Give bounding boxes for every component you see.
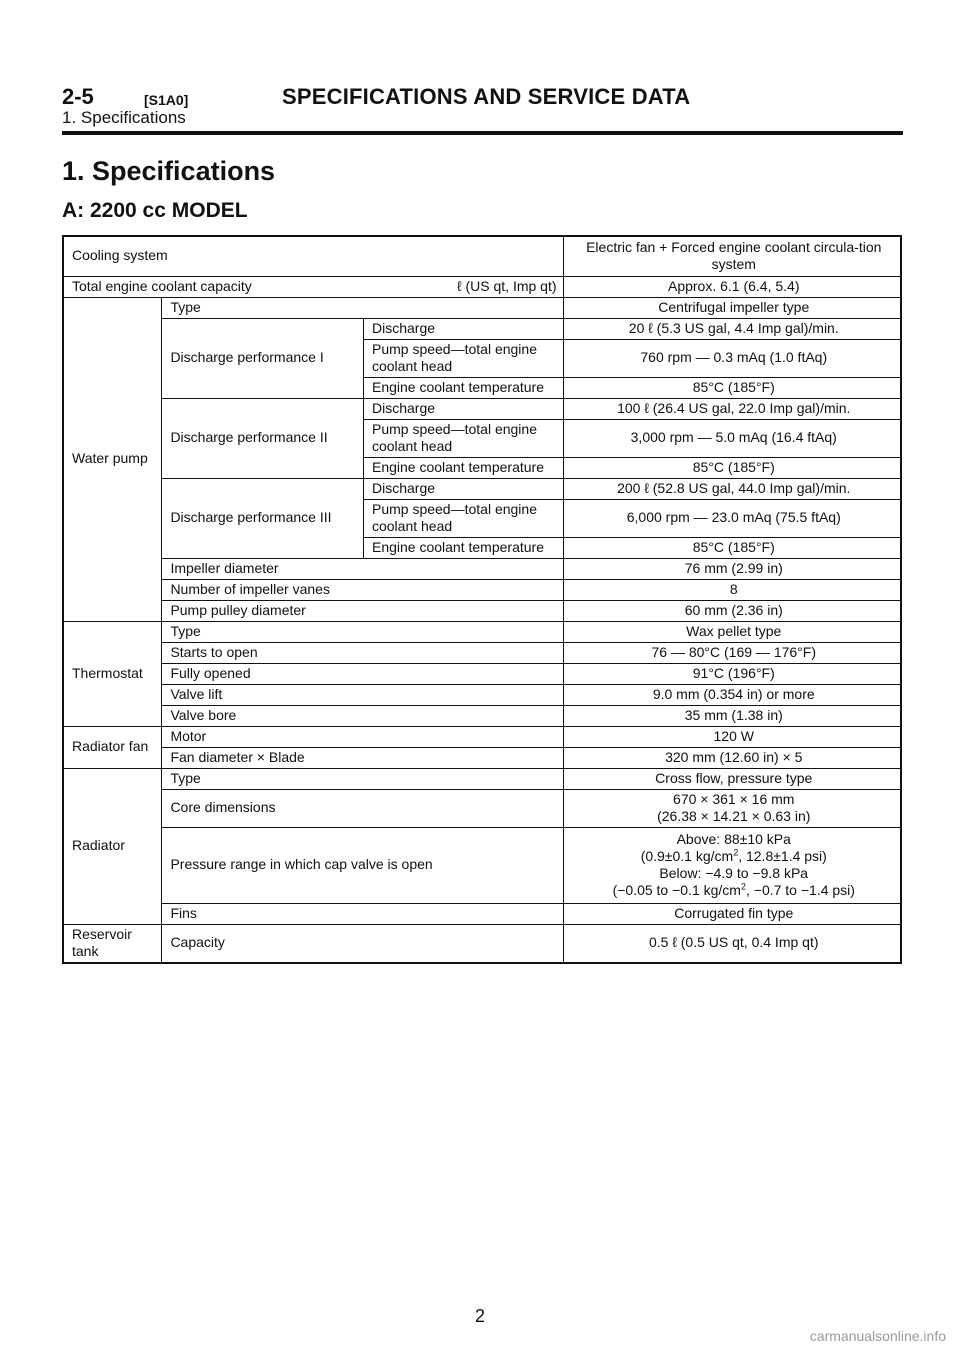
table-row xyxy=(63,398,901,419)
table-row xyxy=(63,768,901,789)
perf-label: Discharge performance II xyxy=(162,398,364,478)
pressure-below-alt: (−0.05 to −0.1 $kg/cm^2$, −0.7 to −1.4 psi) xyxy=(612,880,855,898)
chapter-title: SPECIFICATIONS AND SERVICE DATA xyxy=(282,84,691,109)
page-title: 1. Specifications xyxy=(62,156,276,186)
cell-label: Capacity xyxy=(162,924,563,963)
cell-value: 85°C (185°F) xyxy=(563,457,901,478)
page-number: 2 xyxy=(474,1306,485,1326)
group-radiator: Radiator xyxy=(63,768,162,924)
cell-value: 60 mm (2.36 in) xyxy=(563,600,901,621)
group-water-pump: Water pump xyxy=(63,297,162,621)
table-row xyxy=(63,747,901,768)
cell-value: 6,000 rpm — 23.0 mAq (75.5 ftAq) xyxy=(563,499,901,537)
cell-label: Core dimensions xyxy=(162,789,563,827)
core-dimensions-in: (26.38 × 14.21 × 0.63 in) xyxy=(657,807,811,824)
cell-value: 76 mm (2.99 in) xyxy=(563,558,901,579)
table-row xyxy=(63,276,901,297)
table-row xyxy=(63,318,901,339)
table-row xyxy=(63,579,901,600)
cell-value: 35 mm (1.38 in) xyxy=(563,705,901,726)
cell-label: Pump speed—total engine coolant head xyxy=(363,339,563,377)
cell-label: Pump speed—total engine coolant head xyxy=(363,499,563,537)
cell-label: Fins xyxy=(162,903,563,924)
perf-label: Discharge performance III xyxy=(162,478,364,558)
cell-label: Discharge xyxy=(363,398,563,419)
core-dimensions-mm: 670 × 361 × 16 mm xyxy=(673,790,795,807)
cell-label: Type xyxy=(162,768,563,789)
cell-value: 0.5 ℓ (0.5 US qt, 0.4 Imp qt) xyxy=(563,924,901,963)
pressure-above: Above: 88±10 kPa xyxy=(676,830,791,847)
table-row xyxy=(63,236,901,276)
coolant-capacity-label: Total engine coolant capacity xyxy=(72,277,252,294)
cell-value: Cross flow, pressure type xyxy=(563,768,901,789)
watermark: carmanualsonline.info xyxy=(809,1328,946,1344)
spec-table xyxy=(62,235,902,964)
cell-label: Fan diameter × Blade xyxy=(162,747,563,768)
cell-value: 3,000 rpm — 5.0 mAq (16.4 ftAq) xyxy=(563,419,901,457)
cell-label: Pump speed—total engine coolant head xyxy=(363,419,563,457)
cell-value: 85°C (185°F) xyxy=(563,537,901,558)
header-rule xyxy=(62,131,903,135)
group-radiator-fan: Radiator fan xyxy=(63,726,162,768)
cell-label: Type xyxy=(162,621,563,642)
cell-value: 200 ℓ (52.8 US gal, 44.0 Imp gal)/min. xyxy=(563,478,901,499)
cell-label: Impeller diameter xyxy=(162,558,563,579)
table-row xyxy=(63,827,901,903)
cell-label: Engine coolant temperature xyxy=(363,537,563,558)
cell-value: 320 mm (12.60 in) × 5 xyxy=(563,747,901,768)
table-row xyxy=(63,600,901,621)
cell-value: 76 — 80°C (169 — 176°F) xyxy=(563,642,901,663)
cell-value: Approx. 6.1 (6.4, 5.4) xyxy=(563,276,901,297)
coolant-capacity-unit: ℓ (US qt, Imp qt) xyxy=(457,277,557,294)
cell-label: Valve bore xyxy=(162,705,563,726)
cell-value: Electric fan + Forced engine coolant circula-tion system xyxy=(563,236,901,276)
table-row xyxy=(63,789,901,827)
table-row xyxy=(63,903,901,924)
cell-label: Engine coolant temperature xyxy=(363,457,563,478)
table-row xyxy=(63,642,901,663)
cell-value: Centrifugal impeller type xyxy=(563,297,901,318)
cell-label: Discharge xyxy=(363,478,563,499)
cell-label: Starts to open xyxy=(162,642,563,663)
cell-value: 760 rpm — 0.3 mAq (1.0 ftAq) xyxy=(563,339,901,377)
pressure-above-alt: (0.9±0.1 $kg/cm^2$, 12.8±1.4 psi) xyxy=(640,846,827,864)
cell-value: 20 ℓ (5.3 US gal, 4.4 Imp gal)/min. xyxy=(563,318,901,339)
table-row xyxy=(63,478,901,499)
cell-value: 9.0 mm (0.354 in) or more xyxy=(563,684,901,705)
table-row xyxy=(63,705,901,726)
cell-label: Number of impeller vanes xyxy=(162,579,563,600)
table-row xyxy=(63,684,901,705)
section-label: 1. Specifications xyxy=(62,108,186,127)
cell-label: Valve lift xyxy=(162,684,563,705)
perf-label: Discharge performance I xyxy=(162,318,364,398)
cell-label xyxy=(63,276,563,297)
table-row xyxy=(63,663,901,684)
cell-label: Cooling system xyxy=(63,236,563,276)
cell-value: Corrugated fin type xyxy=(563,903,901,924)
table-row xyxy=(63,726,901,747)
group-reservoir-tank: Reservoir tank xyxy=(63,924,162,963)
model-heading: A: 2200 cc MODEL xyxy=(62,199,248,222)
cell-value: 85°C (185°F) xyxy=(563,377,901,398)
table-row xyxy=(63,924,901,963)
cell-label: Pressure range in which cap valve is open xyxy=(162,827,563,903)
cell-value: 91°C (196°F) xyxy=(563,663,901,684)
table-row xyxy=(63,297,901,318)
cell-label: Motor xyxy=(162,726,563,747)
table-row xyxy=(63,621,901,642)
table-row xyxy=(63,558,901,579)
group-thermostat: Thermostat xyxy=(63,621,162,726)
cell-label: Pump pulley diameter xyxy=(162,600,563,621)
chapter-ref: [S1A0] xyxy=(144,92,189,108)
cell-value xyxy=(563,789,901,827)
pressure-below: Below: −4.9 to −9.8 kPa xyxy=(659,864,809,881)
cell-value: 120 W xyxy=(563,726,901,747)
cell-label: Engine coolant temperature xyxy=(363,377,563,398)
cell-value: 100 ℓ (26.4 US gal, 22.0 Imp gal)/min. xyxy=(563,398,901,419)
cell-label: Fully opened xyxy=(162,663,563,684)
cell-value: Wax pellet type xyxy=(563,621,901,642)
cell-value: 8 xyxy=(563,579,901,600)
cell-label: Type xyxy=(162,297,563,318)
cell-value xyxy=(563,827,901,903)
chapter-code: 2-5 xyxy=(62,84,94,109)
cell-label: Discharge xyxy=(363,318,563,339)
